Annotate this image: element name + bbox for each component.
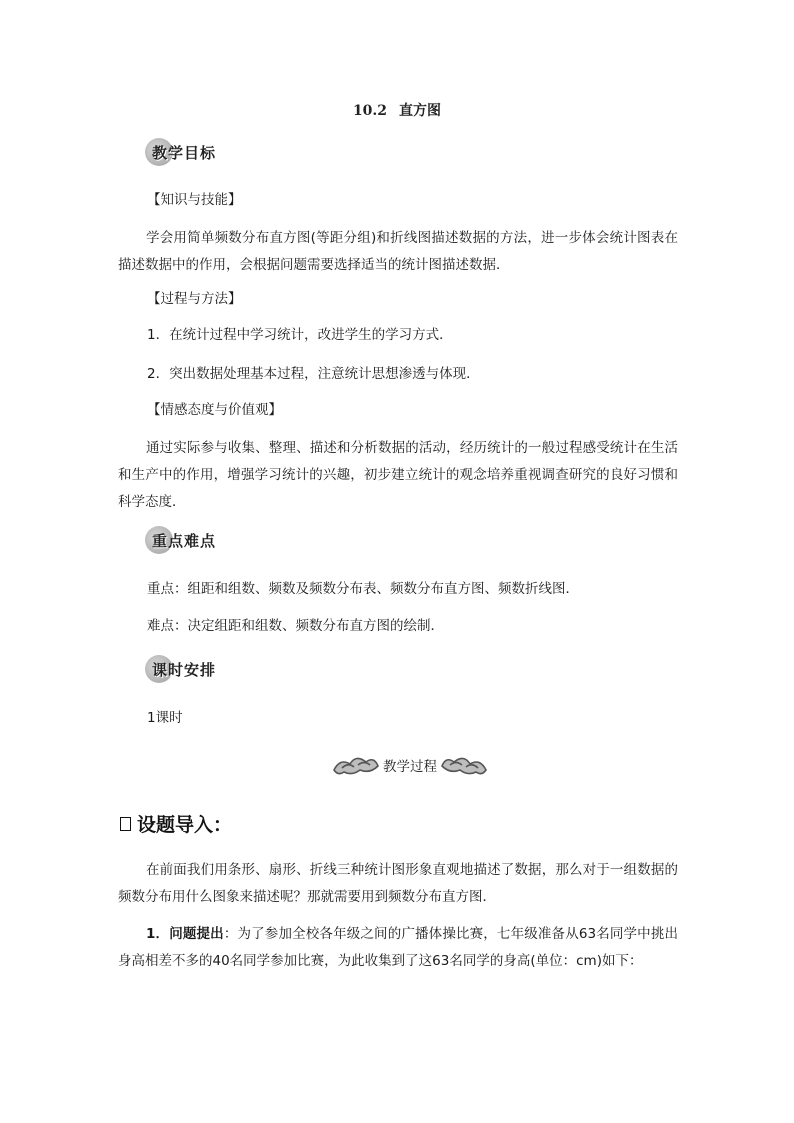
intro-heading-label: 设题导入：	[137, 814, 233, 836]
process-heading: 【过程与方法】	[147, 291, 242, 307]
schedule-badge-label: 课时安排	[152, 660, 217, 679]
objectives-badge-label: 教学目标	[152, 143, 217, 162]
title-number: 10.2	[352, 103, 388, 119]
key-points-badge	[145, 525, 217, 555]
process-banner-label: 教学过程	[379, 755, 441, 775]
schedule-hours: 1课时	[147, 710, 183, 726]
process-banner	[330, 750, 490, 780]
knowledge-text: 学会用简单频数分布直方图(等距分组)和折线图描述数据的方法，进一步体会统计图表在描述数据中的作用，会根据问题需要选择适当的统计图描述数据．	[118, 230, 678, 273]
key-point-line: 重点：组距和组数、频数及频数分布表、频数分布直方图、频数折线图．	[147, 581, 579, 597]
attitude-heading: 【情感态度与价值观】	[147, 402, 282, 418]
problem-text: ：为了参加全校各年级之间的广播体操比赛，七年级准备从63名同学中挑出身高相差不多的40名同学参加比赛，为此收集到了这63名同学的身高(单位：cm)如下：	[118, 926, 678, 969]
problem-label: 1．问题提出	[146, 926, 224, 942]
attitude-text: 通过实际参与收集、整理、描述和分析数据的活动，经历统计的一般过程感受统计在生活和生产中的作用，增强学习统计的兴趣，初步建立统计的观念培养重视调查研究的良好习惯和科学态度．	[118, 440, 678, 510]
intro-text: 在前面我们用条形、扇形、折线三种统计图形象直观地描述了数据，那么对于一组数据的频数分布用什么图象来描述呢？那就需要用到频数分布直方图．	[118, 862, 678, 905]
schedule-badge	[145, 654, 217, 684]
problem-paragraph	[118, 921, 678, 975]
key-points-badge-label: 重点难点	[152, 531, 217, 550]
objectives-badge	[145, 137, 217, 167]
checkbox-square-icon	[120, 817, 131, 831]
process-item-1: 1．在统计过程中学习统计，改进学生的学习方式．	[147, 327, 453, 343]
intro-heading	[120, 810, 232, 837]
process-item-2: 2．突出数据处理基本过程，注意统计思想渗透与体现．	[147, 366, 480, 382]
difficult-point-line: 难点：决定组距和组数、频数分布直方图的绘制．	[147, 618, 444, 634]
knowledge-heading: 【知识与技能】	[147, 192, 242, 208]
title-text: 直方图	[399, 103, 442, 119]
page-title	[0, 100, 794, 120]
